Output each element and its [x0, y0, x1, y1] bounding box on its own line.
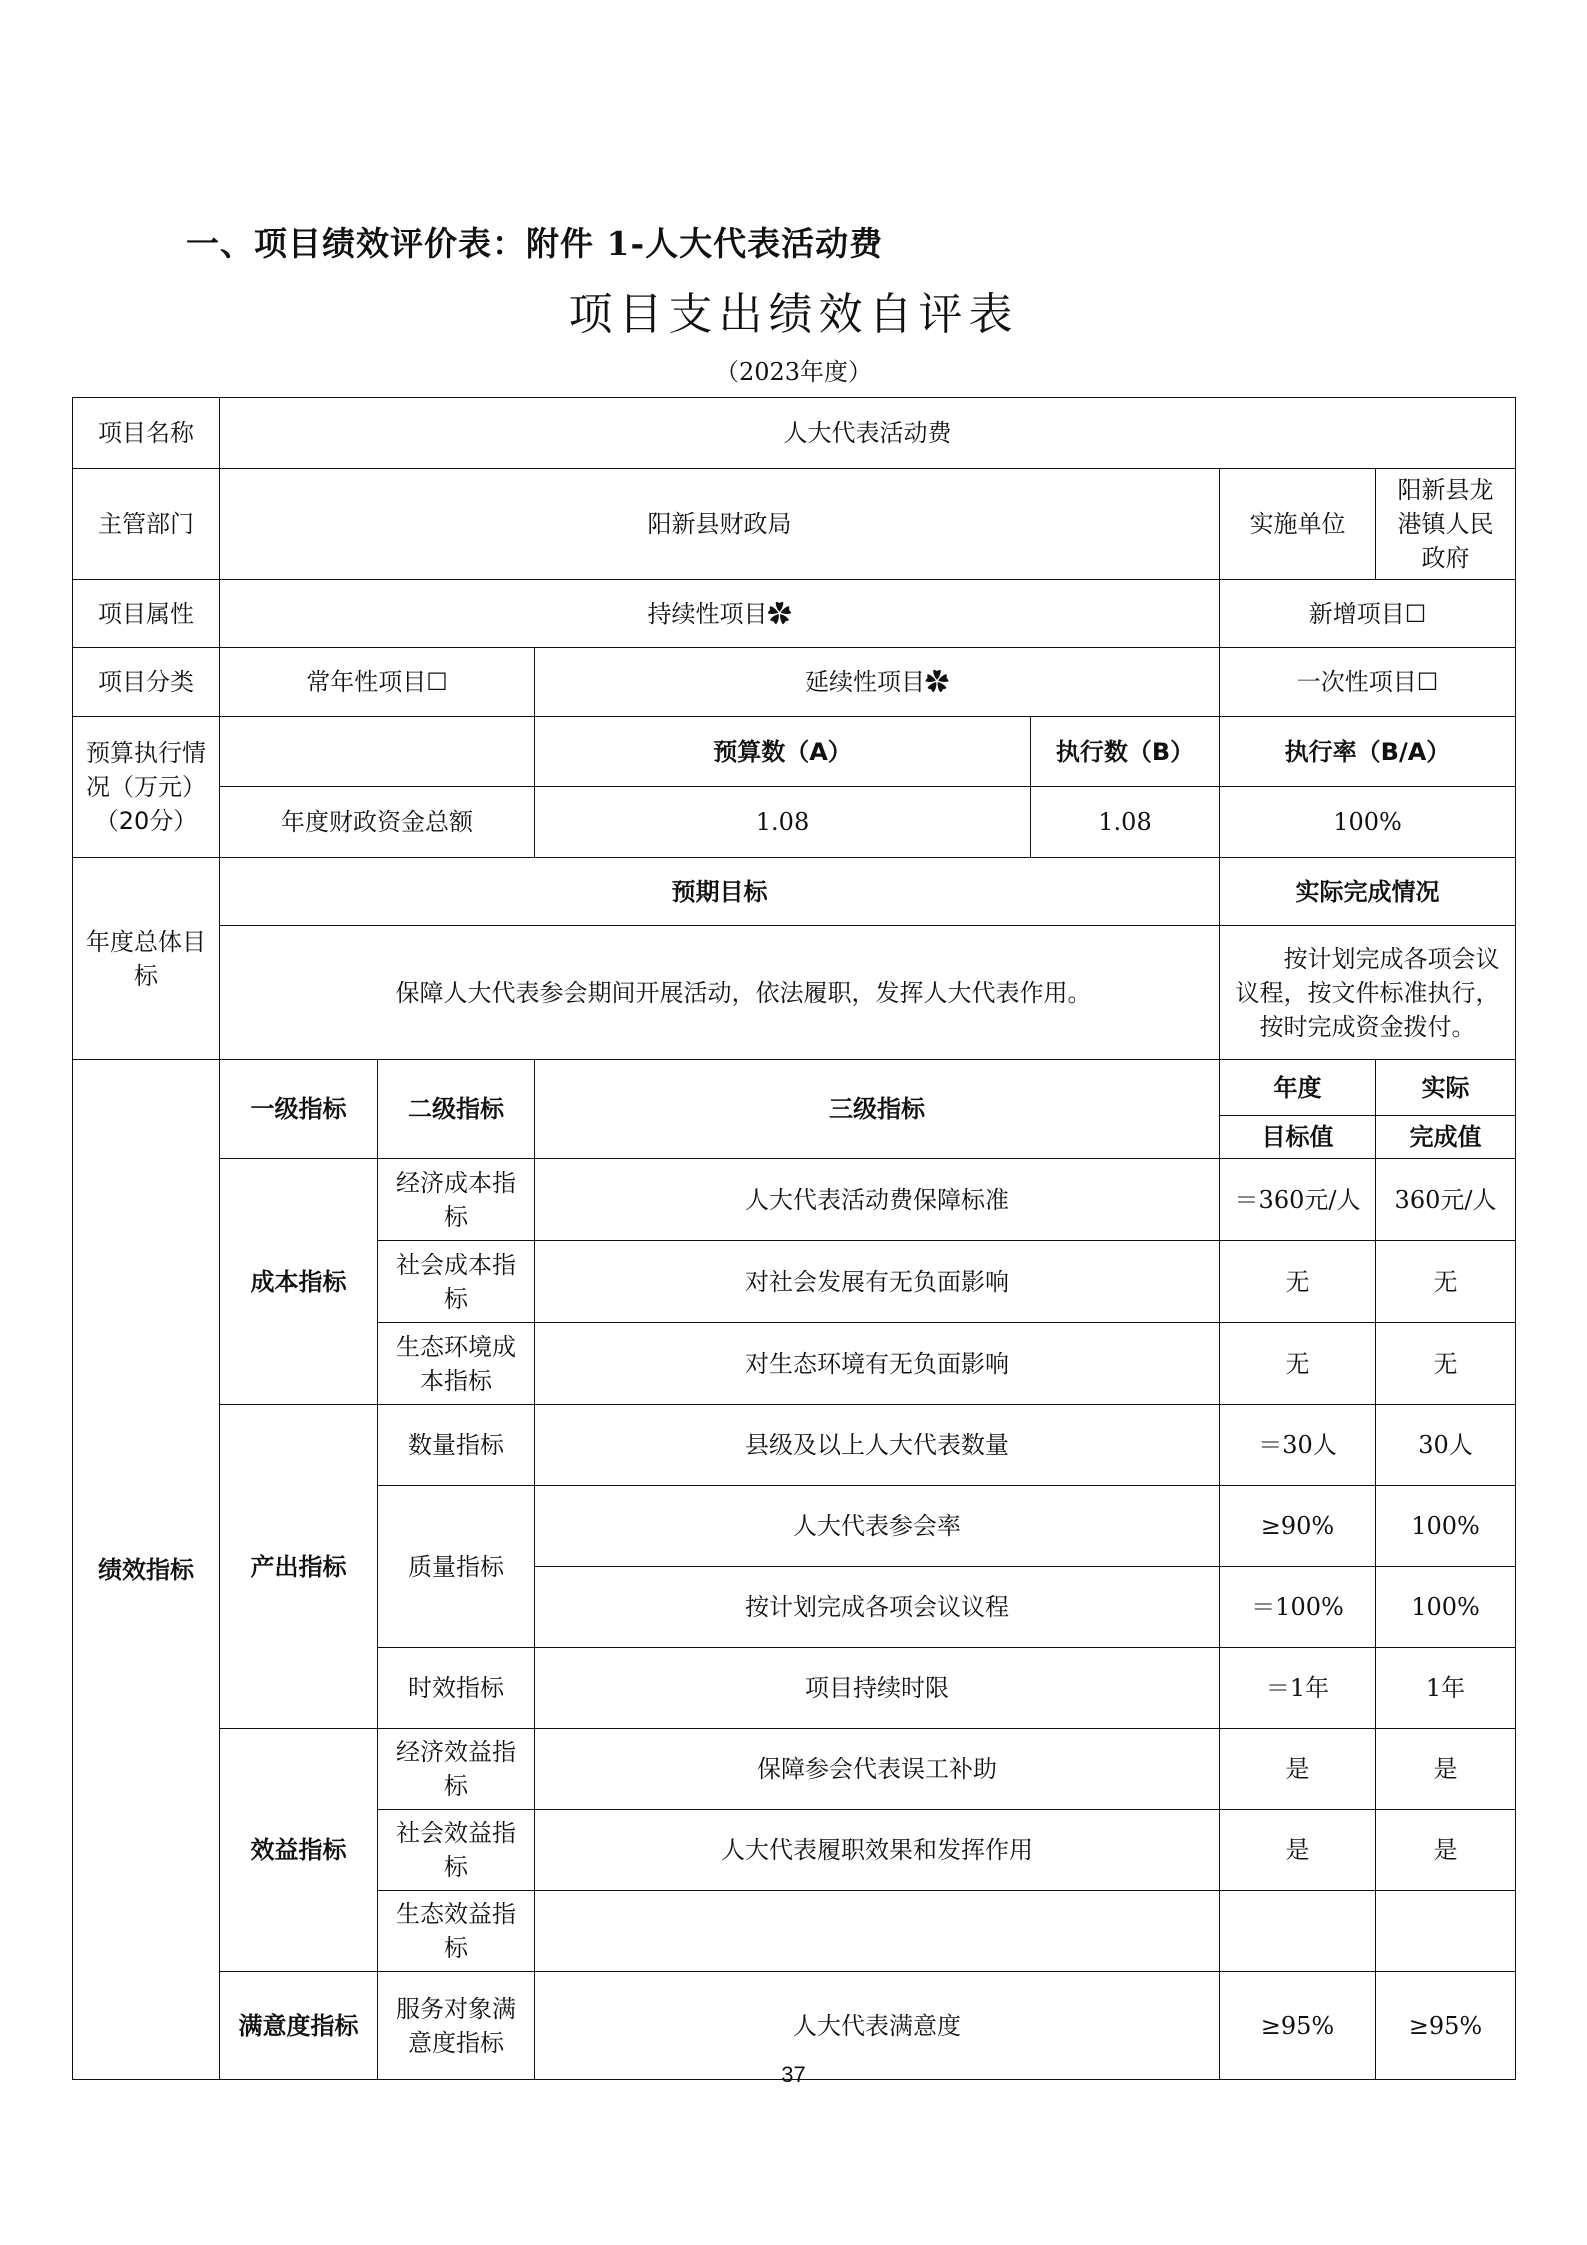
actual-header-top: 实际 [1376, 1060, 1516, 1116]
level2-cell: 质量指标 [378, 1486, 535, 1648]
row-budget-header [73, 717, 1516, 787]
budget-col-header: 预算数（A） [535, 717, 1031, 787]
row-budget-values [73, 787, 1516, 858]
execution-value: 1.08 [1031, 787, 1220, 858]
row-goals-text [73, 926, 1516, 1060]
group-satisfaction: 满意度指标 [220, 1972, 378, 2080]
actual-cell: ≥95% [1376, 1972, 1516, 2080]
target-cell: 是 [1220, 1729, 1376, 1810]
actual-cell: 100% [1376, 1567, 1516, 1648]
level3-cell: 对生态环境有无负面影响 [535, 1323, 1220, 1405]
performance-indicator-label: 绩效指标 [73, 1060, 220, 2080]
indicator-row [73, 1405, 1516, 1486]
category-annual: 常年性项目☐ [220, 648, 535, 717]
attribute-continuing: 持续性项目✿ [220, 580, 1220, 648]
department-value: 阳新县财政局 [220, 469, 1220, 580]
attribute-new: 新增项目☐ [1220, 580, 1516, 648]
level3-cell [535, 1891, 1220, 1972]
target-header-bottom: 目标值 [1220, 1116, 1376, 1159]
indicator-row [73, 1729, 1516, 1810]
level2-cell: 经济效益指标 [378, 1729, 535, 1810]
fiscal-year: （2023年度） [714, 358, 873, 386]
implementing-unit-value: 阳新县龙港镇人民政府 [1376, 469, 1516, 580]
department-label: 主管部门 [73, 469, 220, 580]
target-cell [1220, 1891, 1376, 1972]
level2-cell: 数量指标 [378, 1405, 535, 1486]
level2-header: 二级指标 [378, 1060, 535, 1159]
target-cell: ＝30人 [1220, 1405, 1376, 1486]
actual-result-text: 按计划完成各项会议议程，按文件标准执行，按时完成资金拨付。 [1220, 926, 1516, 1060]
actual-cell: 360元/人 [1376, 1159, 1516, 1241]
row-goals-header [73, 858, 1516, 926]
level3-cell: 人大代表活动费保障标准 [535, 1159, 1220, 1241]
expected-goal-text: 保障人大代表参会期间开展活动，依法履职，发挥人大代表作用。 [220, 926, 1220, 1060]
actual-cell: 是 [1376, 1810, 1516, 1891]
category-extended: 延续性项目✿ [535, 648, 1220, 717]
target-header-top: 年度 [1220, 1060, 1376, 1116]
indicator-row [73, 1159, 1516, 1241]
actual-cell: 1年 [1376, 1648, 1516, 1729]
group-benefit: 效益指标 [220, 1729, 378, 1972]
level3-cell: 人大代表满意度 [535, 1972, 1220, 2080]
self-evaluation-table [72, 397, 1516, 2080]
project-name-value: 人大代表活动费 [220, 398, 1516, 469]
row-project-name [73, 398, 1516, 469]
level2-cell: 社会效益指标 [378, 1810, 535, 1891]
level3-cell: 人大代表参会率 [535, 1486, 1220, 1567]
section-heading: 一、项目绩效评价表：附件 1-人大代表活动费 [186, 224, 884, 263]
level2-cell: 经济成本指标 [378, 1159, 535, 1241]
category-label: 项目分类 [73, 648, 220, 717]
level3-header: 三级指标 [535, 1060, 1220, 1159]
actual-cell: 无 [1376, 1241, 1516, 1323]
level2-cell: 时效指标 [378, 1648, 535, 1729]
budget-label: 预算执行情况（万元）（20分） [73, 717, 220, 858]
row-attribute [73, 580, 1516, 648]
implementing-unit-label: 实施单位 [1220, 469, 1376, 580]
annual-goal-label: 年度总体目标 [73, 858, 220, 1060]
level3-cell: 人大代表履职效果和发挥作用 [535, 1810, 1220, 1891]
level3-cell: 按计划完成各项会议议程 [535, 1567, 1220, 1648]
actual-cell [1376, 1891, 1516, 1972]
category-onetime: 一次性项目☐ [1220, 648, 1516, 717]
rate-value: 100% [1220, 787, 1516, 858]
target-cell: ＝100% [1220, 1567, 1376, 1648]
actual-cell: 100% [1376, 1486, 1516, 1567]
level3-cell: 对社会发展有无负面影响 [535, 1241, 1220, 1323]
budget-header-blank [220, 717, 535, 787]
fund-total-label: 年度财政资金总额 [220, 787, 535, 858]
level3-cell: 县级及以上人大代表数量 [535, 1405, 1220, 1486]
expected-goal-header: 预期目标 [220, 858, 1220, 926]
rate-col-header: 执行率（B/A） [1220, 717, 1516, 787]
form-title: 项目支出绩效自评表 [568, 289, 1019, 340]
level2-cell: 生态环境成本指标 [378, 1323, 535, 1405]
attribute-label: 项目属性 [73, 580, 220, 648]
actual-result-header: 实际完成情况 [1220, 858, 1516, 926]
target-cell: ＝360元/人 [1220, 1159, 1376, 1241]
actual-header-bottom: 完成值 [1376, 1116, 1516, 1159]
target-cell: ≥95% [1220, 1972, 1376, 2080]
row-indicator-header-top [73, 1060, 1516, 1116]
level2-cell: 服务对象满意度指标 [378, 1972, 535, 2080]
row-department [73, 469, 1516, 580]
budget-value: 1.08 [535, 787, 1031, 858]
actual-cell: 无 [1376, 1323, 1516, 1405]
level1-header: 一级指标 [220, 1060, 378, 1159]
target-cell: ≥90% [1220, 1486, 1376, 1567]
row-category [73, 648, 1516, 717]
target-cell: 无 [1220, 1241, 1376, 1323]
actual-cell: 30人 [1376, 1405, 1516, 1486]
target-cell: ＝1年 [1220, 1648, 1376, 1729]
group-output: 产出指标 [220, 1405, 378, 1729]
group-cost: 成本指标 [220, 1159, 378, 1405]
level3-cell: 项目持续时限 [535, 1648, 1220, 1729]
level2-cell: 社会成本指标 [378, 1241, 535, 1323]
execution-col-header: 执行数（B） [1031, 717, 1220, 787]
level2-cell: 生态效益指标 [378, 1891, 535, 1972]
page-number: 37 [781, 2062, 806, 2087]
project-name-label: 项目名称 [73, 398, 220, 469]
level3-cell: 保障参会代表误工补助 [535, 1729, 1220, 1810]
target-cell: 是 [1220, 1810, 1376, 1891]
actual-cell: 是 [1376, 1729, 1516, 1810]
target-cell: 无 [1220, 1323, 1376, 1405]
